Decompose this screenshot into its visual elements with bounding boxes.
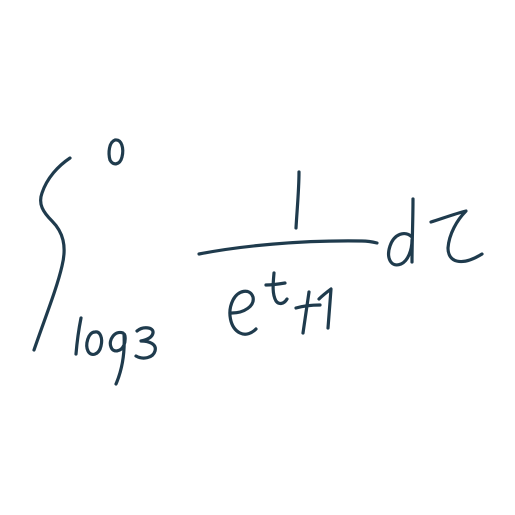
lower-limit-g-stroke (110, 332, 125, 384)
denominator-e-stroke (230, 291, 256, 334)
differential-t-stroke (431, 211, 482, 262)
lower-limit-3-stroke (136, 328, 155, 358)
upper-limit-zero-stroke (109, 140, 123, 164)
lower-limit-o-stroke (87, 332, 102, 355)
integral-sign-stroke (34, 158, 70, 350)
numerator-one-stroke (296, 172, 299, 228)
fraction-bar-stroke (199, 241, 377, 254)
plus-sign-vertical-stroke (303, 292, 309, 333)
differential-d-stem-stroke (412, 199, 413, 262)
differential-d-bowl-stroke (389, 234, 412, 265)
denominator-one-stroke (319, 289, 331, 328)
lower-limit-l-stroke (76, 318, 81, 354)
exponent-t-crossbar-stroke (266, 283, 285, 285)
exponent-t-stem-stroke (273, 273, 287, 303)
ink-strokes (34, 140, 482, 384)
